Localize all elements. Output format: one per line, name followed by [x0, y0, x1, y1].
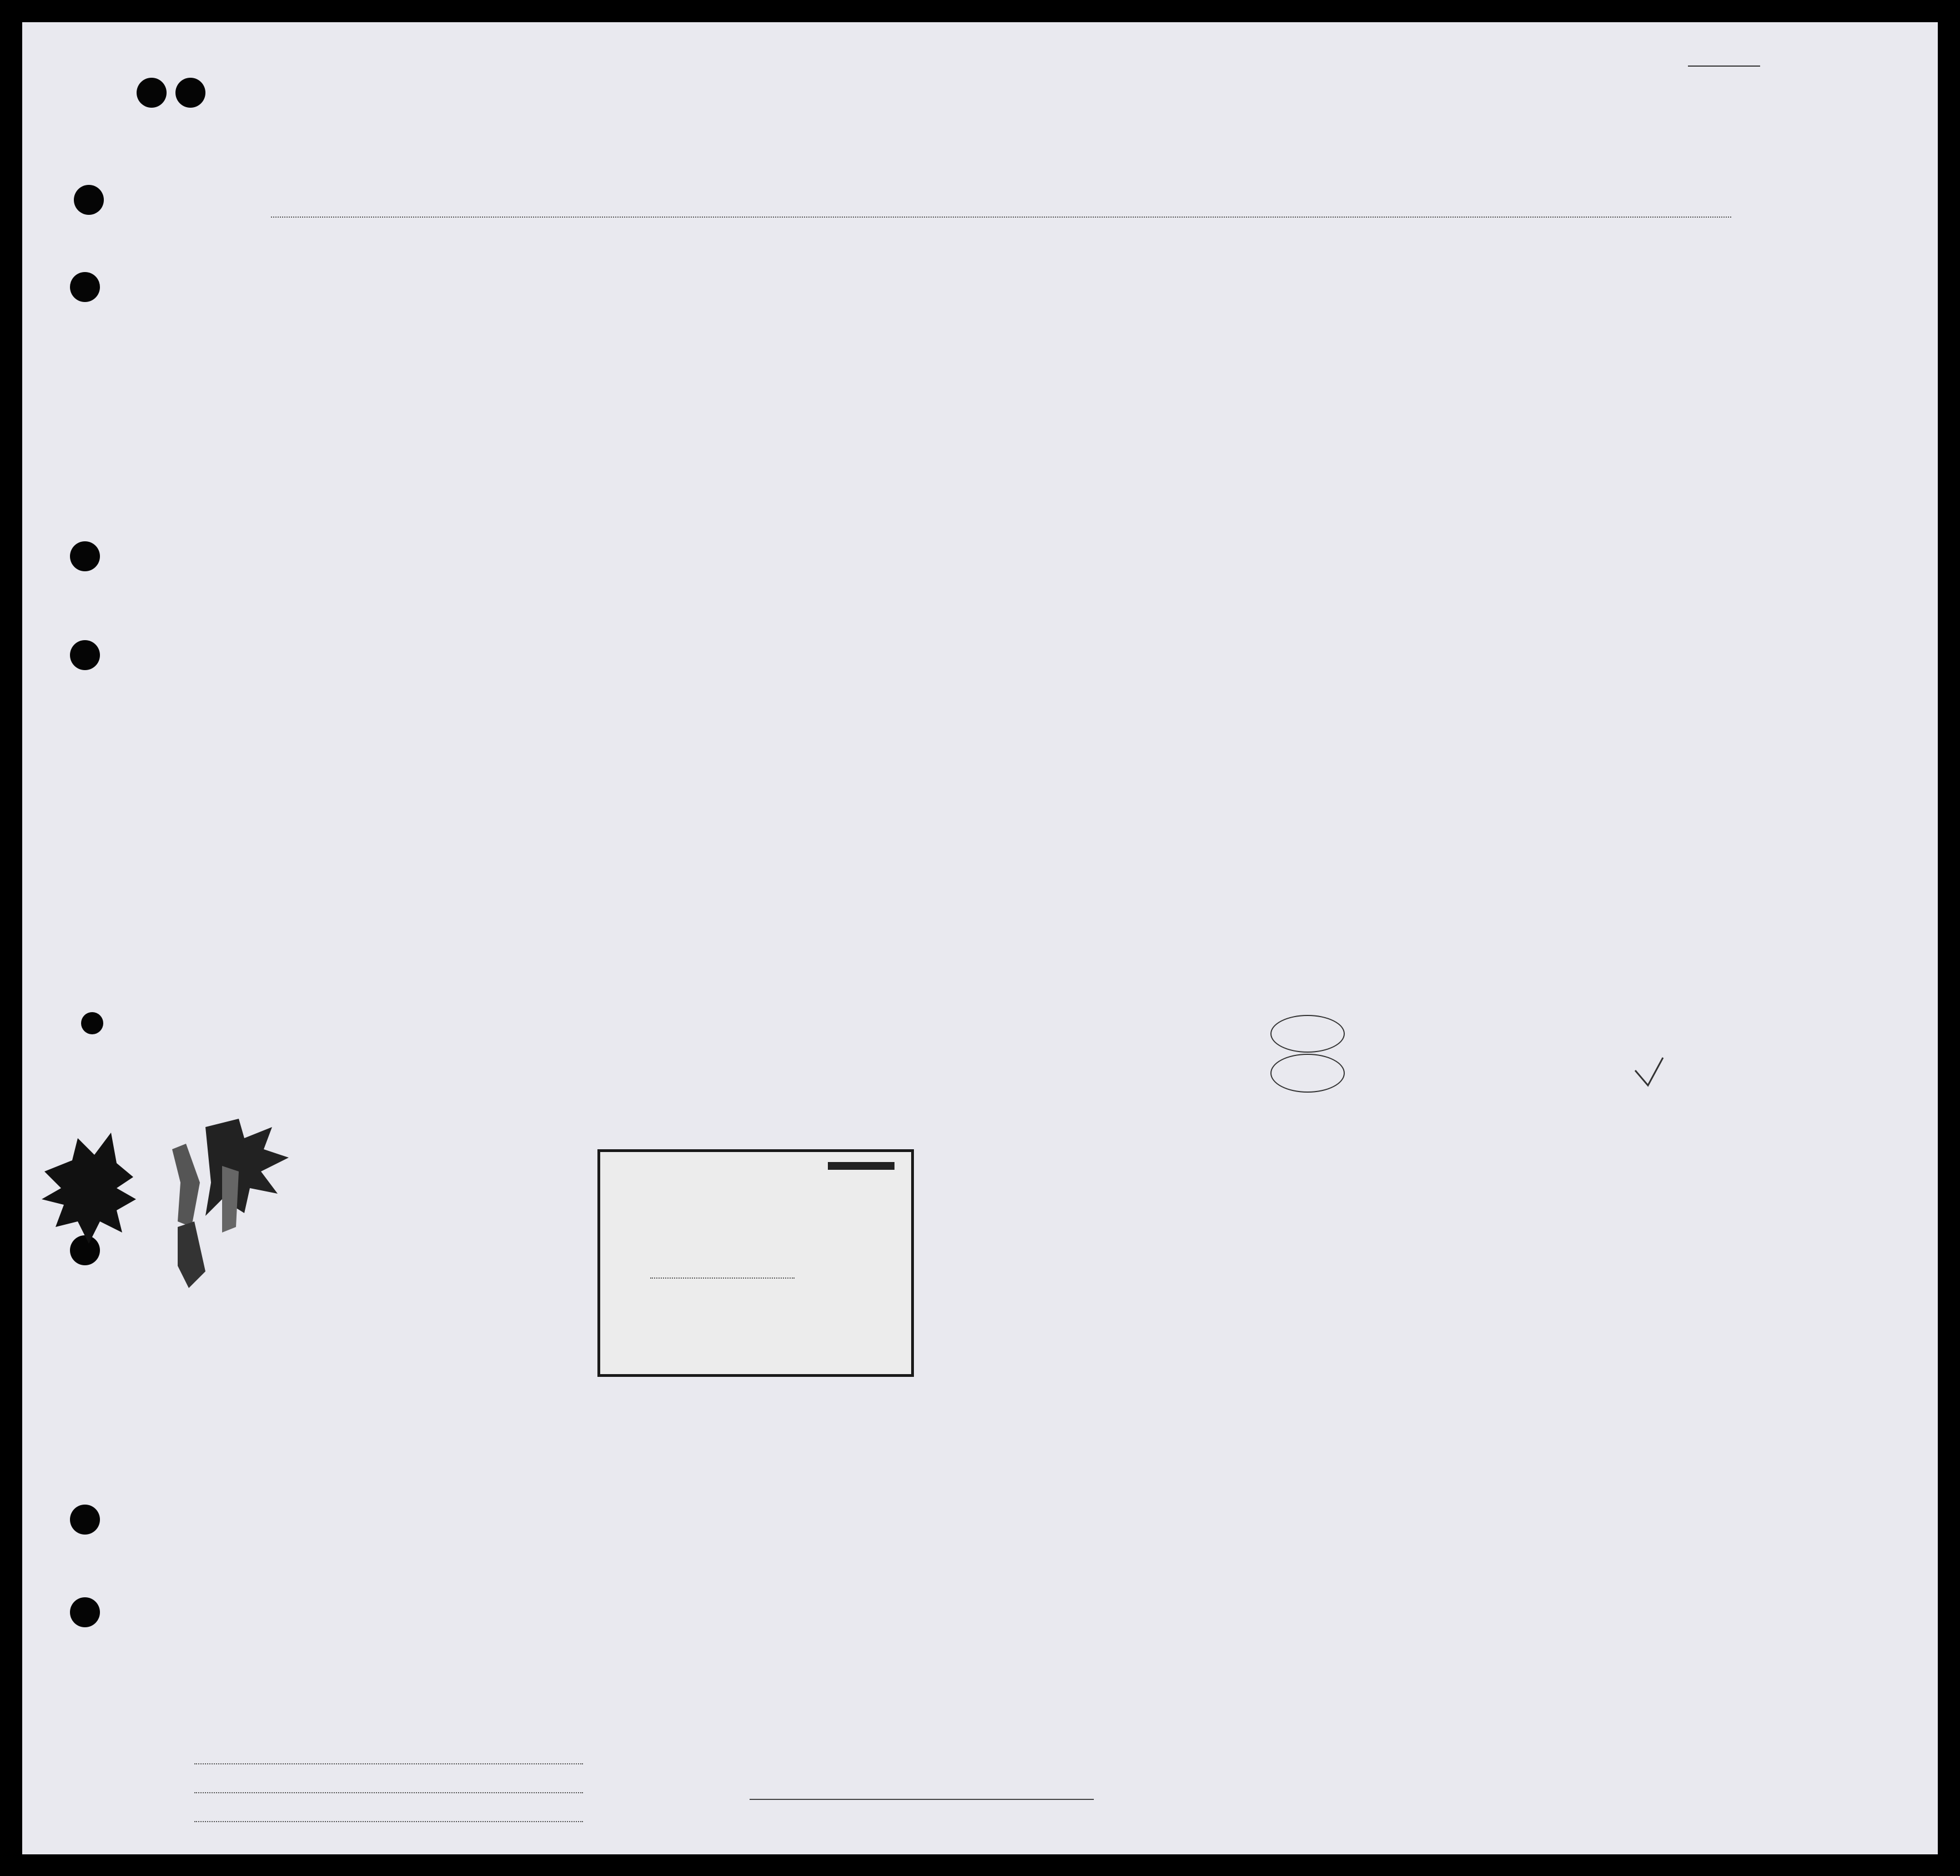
- table-grid: [22, 22, 1938, 1854]
- remarks-note: [1610, 1012, 1635, 1015]
- closing-stamp: [605, 1088, 1105, 1116]
- punch-hole: [70, 1505, 100, 1535]
- punch-hole: [81, 1012, 103, 1034]
- nationality-circle: [1270, 1015, 1345, 1053]
- punch-hole: [70, 640, 100, 670]
- consulate-stamp: [597, 1149, 914, 1377]
- punch-hole: [70, 541, 100, 571]
- punch-hole: [137, 78, 167, 108]
- punch-hole: [74, 185, 104, 215]
- punch-hole: [175, 78, 205, 108]
- punch-hole: [70, 1597, 100, 1627]
- check-icon: [1632, 1055, 1666, 1088]
- nationality-circle: [1270, 1054, 1345, 1093]
- sheet-number: [1688, 66, 1760, 67]
- manifest-sheet: [22, 22, 1938, 1854]
- paper-damage: [39, 1116, 294, 1299]
- punch-hole: [70, 272, 100, 302]
